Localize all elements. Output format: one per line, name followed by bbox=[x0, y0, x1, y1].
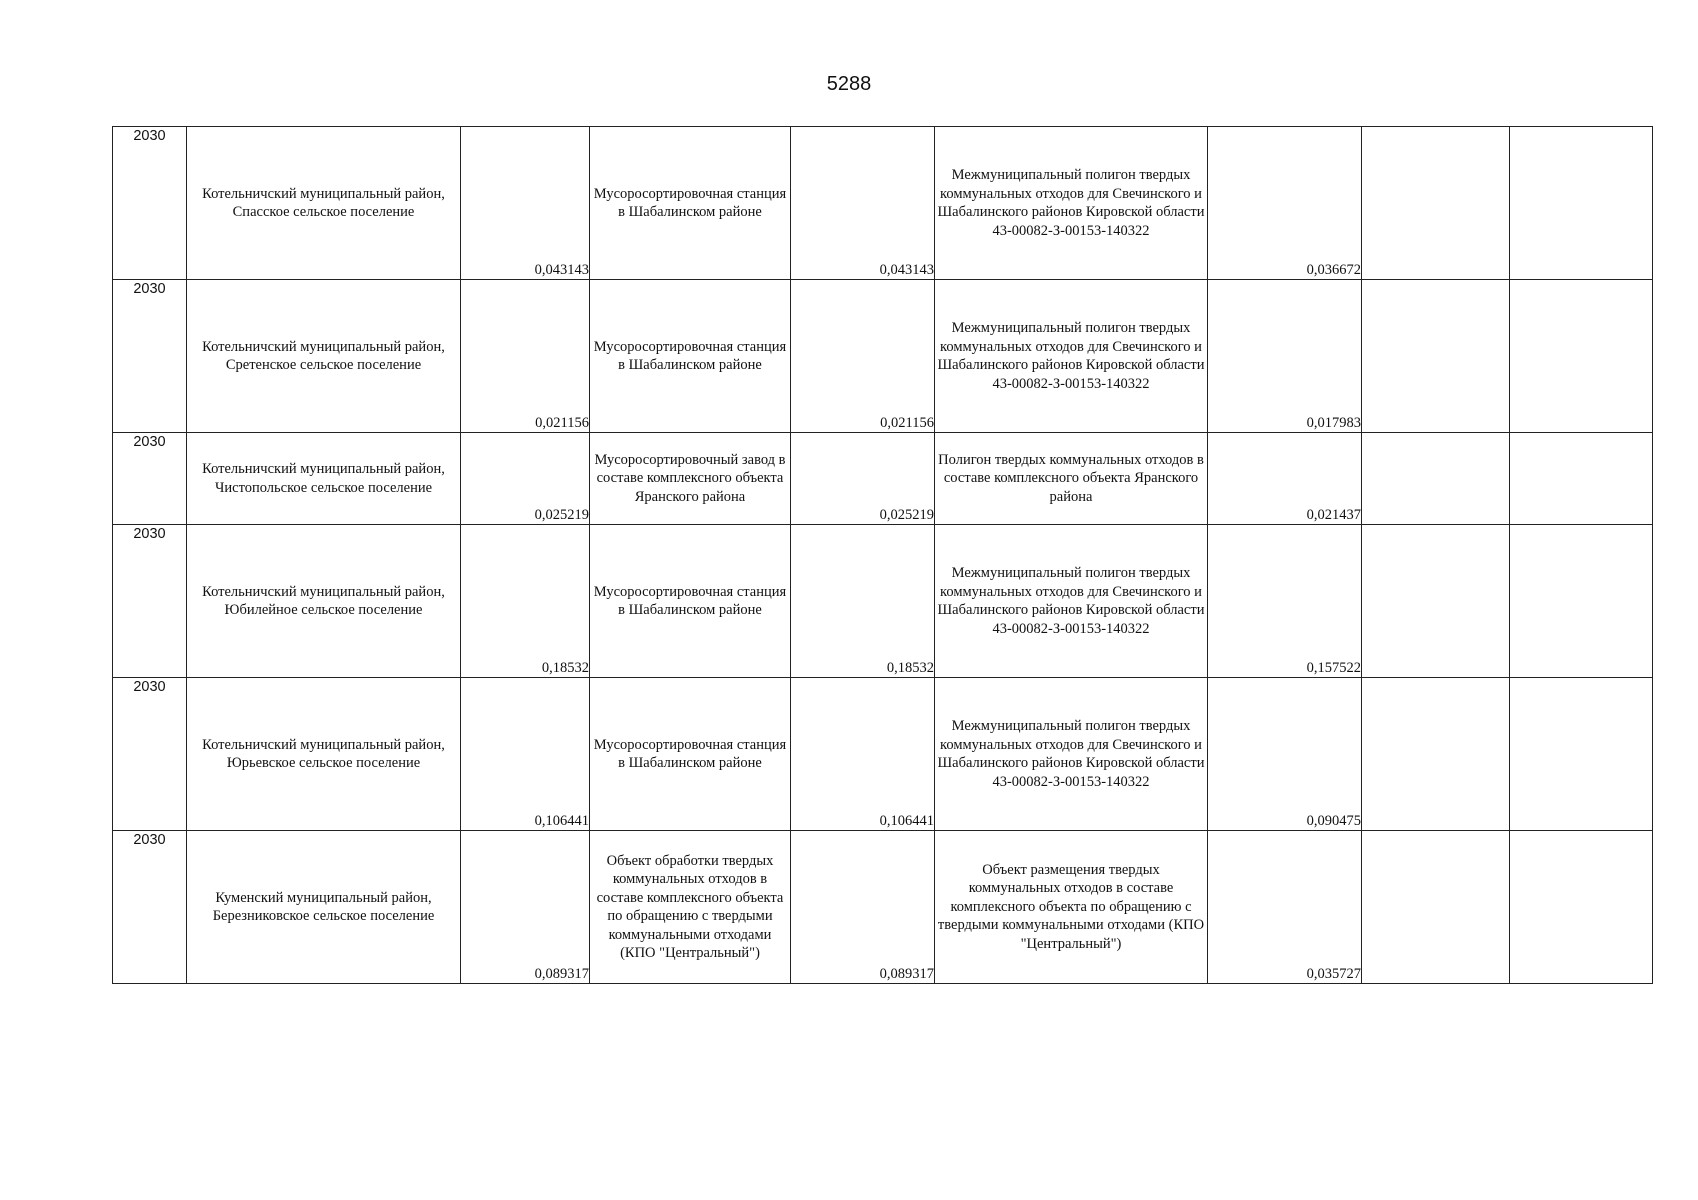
sorting-facility-cell: Объект обработки твердых коммунальных отходов в составе комплексного объекта по обращению с твердыми коммунальными отходами (КПО "Центральный") bbox=[590, 831, 791, 984]
volume-source-cell: 0,18532 bbox=[461, 525, 590, 678]
volume-source-cell: 0,089317 bbox=[461, 831, 590, 984]
volume-source-cell: 0,021156 bbox=[461, 280, 590, 433]
sorting-facility-cell: Мусоросортировочная станция в Шабалинском районе bbox=[590, 678, 791, 831]
municipality-cell: Котельничский муниципальный район, Чистопольское сельское поселение bbox=[187, 433, 461, 525]
sorting-facility-cell: Мусоросортировочная станция в Шабалинском районе bbox=[590, 280, 791, 433]
disposal-facility-cell: Полигон твердых коммунальных отходов в составе комплексного объекта Яранского района bbox=[935, 433, 1208, 525]
municipality-cell: Куменский муниципальный район, Березниковское сельское поселение bbox=[187, 831, 461, 984]
municipality-cell: Котельничский муниципальный район, Юрьевское сельское поселение bbox=[187, 678, 461, 831]
waste-flow-table bbox=[112, 126, 1653, 984]
volume-source-cell: 0,106441 bbox=[461, 678, 590, 831]
empty-cell bbox=[1362, 280, 1510, 433]
volume-disposal-cell: 0,036672 bbox=[1208, 127, 1362, 280]
year-cell: 2030 bbox=[113, 831, 187, 984]
empty-cell bbox=[1510, 525, 1653, 678]
municipality-cell: Котельничский муниципальный район, Юбилейное сельское поселение bbox=[187, 525, 461, 678]
year-cell: 2030 bbox=[113, 525, 187, 678]
table-row bbox=[113, 831, 1653, 984]
volume-disposal-cell: 0,017983 bbox=[1208, 280, 1362, 433]
volume-disposal-cell: 0,021437 bbox=[1208, 433, 1362, 525]
empty-cell bbox=[1362, 678, 1510, 831]
disposal-facility-cell: Объект размещения твердых коммунальных отходов в составе комплексного объекта по обращению с твердыми коммунальными отходами (КПО "Центральный") bbox=[935, 831, 1208, 984]
volume-sorting-cell: 0,025219 bbox=[791, 433, 935, 525]
empty-cell bbox=[1510, 678, 1653, 831]
sorting-facility-cell: Мусоросортировочная станция в Шабалинском районе bbox=[590, 525, 791, 678]
table-row bbox=[113, 678, 1653, 831]
volume-source-cell: 0,025219 bbox=[461, 433, 590, 525]
municipality-cell: Котельничский муниципальный район, Сретенское сельское поселение bbox=[187, 280, 461, 433]
volume-disposal-cell: 0,090475 bbox=[1208, 678, 1362, 831]
disposal-facility-cell: Межмуниципальный полигон твердых коммунальных отходов для Свечинского и Шабалинского районов Кировской области 43-00082-З-00153-140322 bbox=[935, 280, 1208, 433]
municipality-cell: Котельничский муниципальный район, Спасское сельское поселение bbox=[187, 127, 461, 280]
volume-sorting-cell: 0,106441 bbox=[791, 678, 935, 831]
table-row bbox=[113, 433, 1653, 525]
disposal-facility-cell: Межмуниципальный полигон твердых коммунальных отходов для Свечинского и Шабалинского районов Кировской области 43-00082-З-00153-140322 bbox=[935, 525, 1208, 678]
volume-disposal-cell: 0,157522 bbox=[1208, 525, 1362, 678]
empty-cell bbox=[1510, 127, 1653, 280]
volume-source-cell: 0,043143 bbox=[461, 127, 590, 280]
empty-cell bbox=[1362, 127, 1510, 280]
table-row bbox=[113, 127, 1653, 280]
sorting-facility-cell: Мусоросортировочная станция в Шабалинском районе bbox=[590, 127, 791, 280]
year-cell: 2030 bbox=[113, 280, 187, 433]
disposal-facility-cell: Межмуниципальный полигон твердых коммунальных отходов для Свечинского и Шабалинского районов Кировской области 43-00082-З-00153-140322 bbox=[935, 678, 1208, 831]
year-cell: 2030 bbox=[113, 678, 187, 831]
empty-cell bbox=[1362, 525, 1510, 678]
year-cell: 2030 bbox=[113, 433, 187, 525]
sorting-facility-cell: Мусоросортировочный завод в составе комплексного объекта Яранского района bbox=[590, 433, 791, 525]
empty-cell bbox=[1362, 831, 1510, 984]
year-cell: 2030 bbox=[113, 127, 187, 280]
volume-sorting-cell: 0,021156 bbox=[791, 280, 935, 433]
volume-sorting-cell: 0,18532 bbox=[791, 525, 935, 678]
empty-cell bbox=[1510, 433, 1653, 525]
table-row bbox=[113, 280, 1653, 433]
disposal-facility-cell: Межмуниципальный полигон твердых коммунальных отходов для Свечинского и Шабалинского районов Кировской области 43-00082-З-00153-140322 bbox=[935, 127, 1208, 280]
empty-cell bbox=[1510, 831, 1653, 984]
volume-sorting-cell: 0,043143 bbox=[791, 127, 935, 280]
empty-cell bbox=[1362, 433, 1510, 525]
volume-disposal-cell: 0,035727 bbox=[1208, 831, 1362, 984]
table-row bbox=[113, 525, 1653, 678]
volume-sorting-cell: 0,089317 bbox=[791, 831, 935, 984]
page-number: 5288 bbox=[826, 73, 872, 95]
empty-cell bbox=[1510, 280, 1653, 433]
